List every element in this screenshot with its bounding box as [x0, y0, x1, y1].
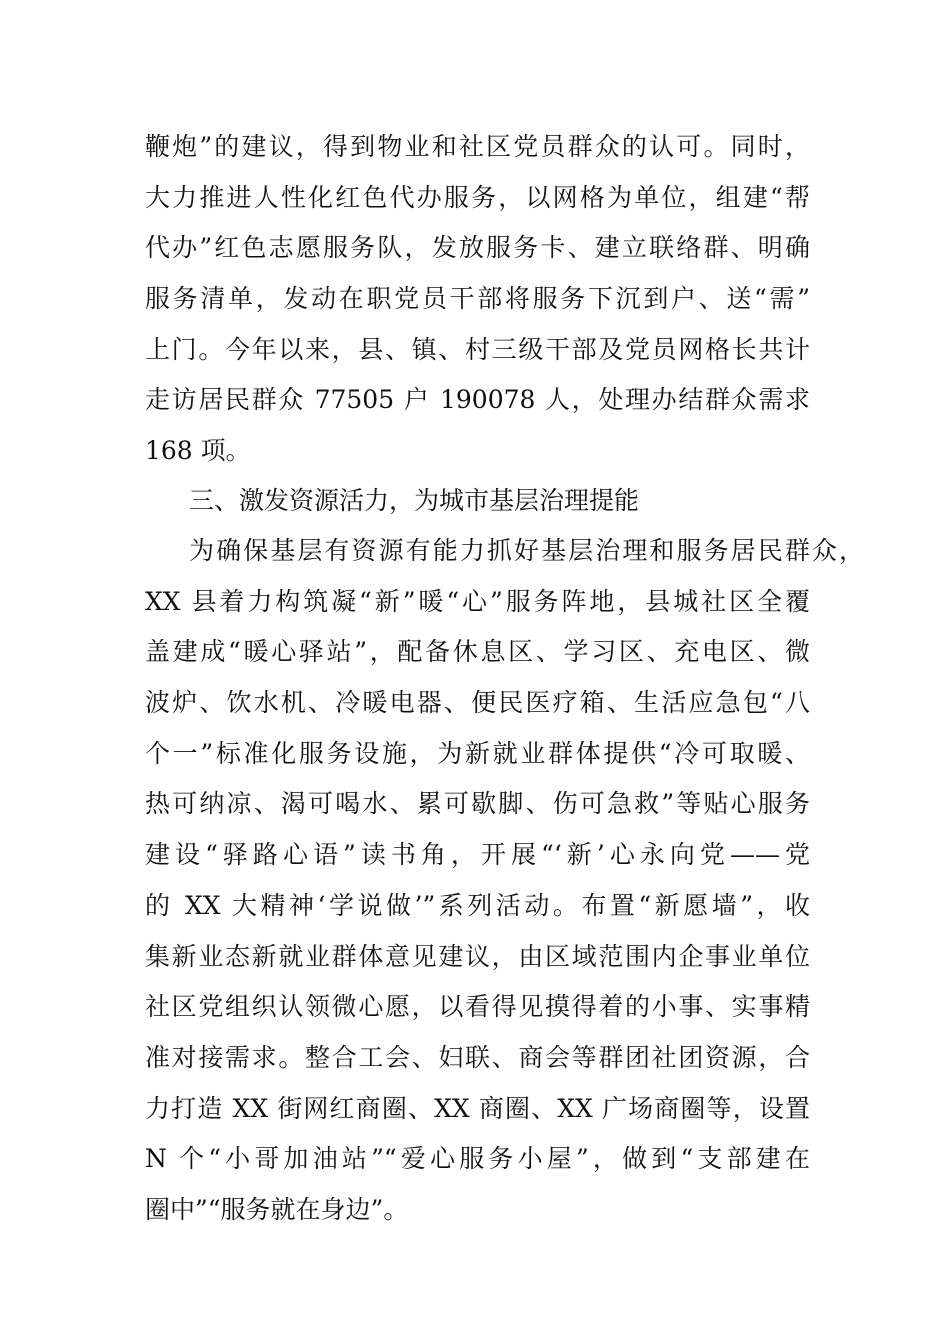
paragraph-resource-vitality: [145, 526, 864, 1236]
paragraph-line: 为确保基层有资源有能力抓好基层治理和服务居民群众，: [189, 536, 864, 565]
paragraph-line: 社区党组织认领微心愿，以看得见摸得着的小事、实事精: [145, 992, 810, 1022]
paragraph-line: 服务清单，发动在职党员干部将服务下沉到户、送“需”: [145, 284, 810, 314]
paragraph-line: 圈中”“服务就在身边”。: [145, 1194, 409, 1224]
paragraph-line: 代办”红色志愿服务队，发放服务卡、建立联络群、明确: [145, 233, 810, 263]
paragraph-line: XX 县着力构筑凝“新”暖“心”服务阵地，县城社区全覆: [145, 586, 810, 616]
paragraph-line: 集新业态新就业群体意见建议，由区域范围内企事业单位: [145, 941, 810, 971]
paragraph-line: 盖建成“暖心驿站”，配备休息区、学习区、充电区、微: [145, 637, 810, 667]
paragraph-line: 个一”标准化服务设施，为新就业群体提供“冷可取暖、: [145, 738, 810, 768]
section-heading-block: [145, 476, 810, 527]
section-heading: 三、激发资源活力，为城市基层治理提能: [189, 486, 640, 515]
paragraph-line: 168 项。: [145, 436, 251, 466]
paragraph-line: 大力推进人性化红色代办服务，以网格为单位，组建“帮: [145, 182, 810, 212]
paragraph-line: N 个“小哥加油站”“爱心服务小屋”，做到“支部建在: [145, 1144, 810, 1174]
paragraph-line: 准对接需求。整合工会、妇联、商会等群团社团资源，合: [145, 1042, 810, 1072]
paragraph-line: 力打造 XX 街网红商圈、XX 商圈、XX 广场商圈等，设置: [145, 1093, 810, 1123]
paragraph-line: 上门。今年以来，县、镇、村三级干部及党员网格长共计: [145, 334, 810, 364]
paragraph-line: 波炉、饮水机、冷暖电器、便民医疗箱、生活应急包“八: [145, 688, 810, 718]
paragraph-line: 建设“驿路心语”读书角，开展“‘新’心永向党——党: [145, 840, 810, 870]
paragraph-line: 走访居民群众 77505 户 190078 人，处理办结群众需求: [145, 385, 810, 415]
paragraph-line: 热可纳凉、渴可喝水、累可歇脚、伤可急救”等贴心服务: [145, 789, 810, 819]
paragraph-line: 鞭炮”的建议，得到物业和社区党员群众的认可。同时，: [145, 132, 810, 161]
paragraph-line: 的 XX 大精神‘学说做’”系列活动。布置“新愿墙”，收: [145, 890, 810, 920]
paragraph-service-agency: [145, 122, 810, 477]
